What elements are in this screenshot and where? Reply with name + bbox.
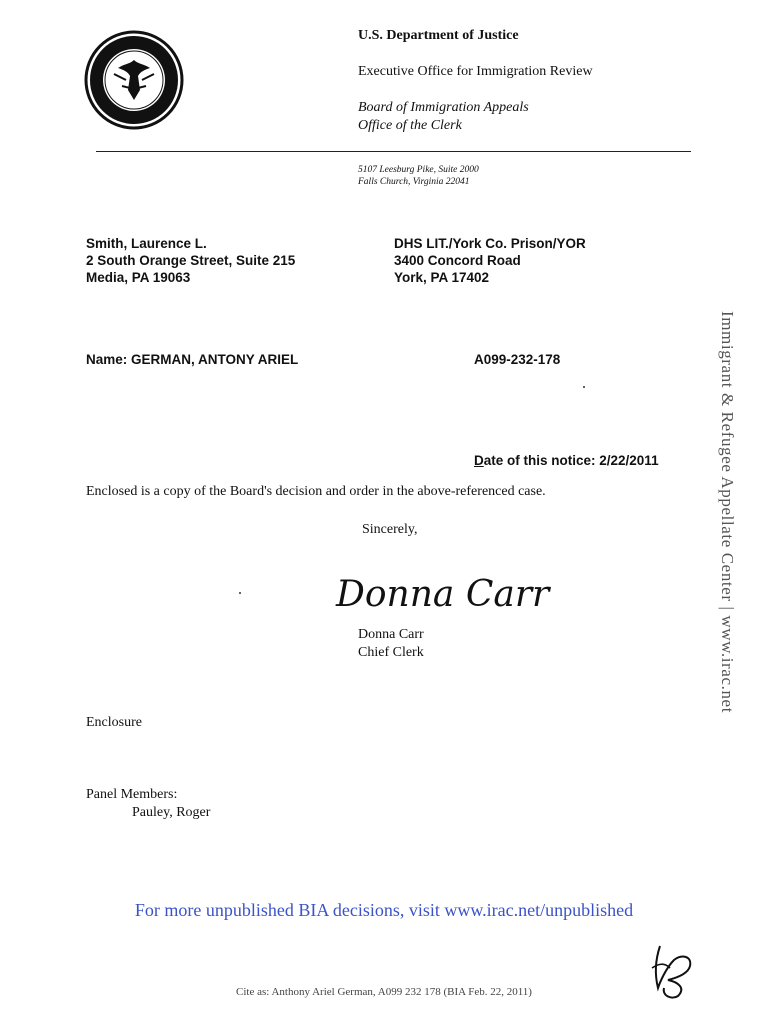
office-name: Executive Office for Immigration Review xyxy=(358,64,593,79)
signature-text: Donna Carr xyxy=(336,574,550,615)
promo-link[interactable]: For more unpublished BIA decisions, visit www.irac.net/unpublished xyxy=(134,900,634,920)
closing: Sincerely, xyxy=(362,522,418,537)
board-address xyxy=(358,164,479,188)
citation: Cite as: Anthony Ariel German, A099 232 178 (BIA Feb. 22, 2011) xyxy=(236,986,532,998)
notice-date-initial: D xyxy=(474,453,484,468)
address-line: Media, PA 19063 xyxy=(86,270,191,285)
address-line: York, PA 17402 xyxy=(394,270,490,285)
alien-number: A099-232-178 xyxy=(474,352,561,367)
enclosure-label: Enclosure xyxy=(86,715,142,730)
board-address-line2: Falls Church, Virginia 22041 xyxy=(358,177,470,187)
board-name: Board of Immigration Appeals xyxy=(358,100,529,115)
board-block xyxy=(358,99,529,135)
speck xyxy=(239,592,241,594)
signature-image xyxy=(332,562,550,622)
speck xyxy=(583,386,585,388)
panel-label: Panel Members: xyxy=(86,787,178,802)
clerk-office: Office of the Clerk xyxy=(358,118,462,133)
panel-member: Pauley, Roger xyxy=(132,805,211,820)
side-watermark: Immigrant & Refugee Appellate Center | www.irac.net xyxy=(718,310,737,714)
recipient-right xyxy=(394,235,586,286)
board-address-line1: 5107 Leesburg Pike, Suite 2000 xyxy=(358,165,479,175)
body-paragraph: Enclosed is a copy of the Board's decision and order in the above-referenced case. xyxy=(86,484,546,499)
notice-date-text: ate of this notice: 2/22/2011 xyxy=(483,453,659,468)
address-line: 3400 Concord Road xyxy=(394,253,521,268)
address-line: 2 South Orange Street, Suite 215 xyxy=(86,253,296,268)
address-line: DHS LIT./York Co. Prison/YOR xyxy=(394,236,586,251)
panel-block xyxy=(86,786,210,822)
signer-name: Donna Carr xyxy=(358,627,424,642)
notice-date xyxy=(474,452,659,469)
address-line: Smith, Laurence L. xyxy=(86,236,207,251)
signer-block xyxy=(358,626,424,662)
signer-title: Chief Clerk xyxy=(358,645,424,660)
agency-title: U.S. Department of Justice xyxy=(358,28,519,43)
doj-seal-icon xyxy=(84,30,184,130)
header-divider xyxy=(96,151,691,152)
recipient-left xyxy=(86,235,295,286)
respondent-name: Name: GERMAN, ANTONY ARIEL xyxy=(86,352,299,367)
